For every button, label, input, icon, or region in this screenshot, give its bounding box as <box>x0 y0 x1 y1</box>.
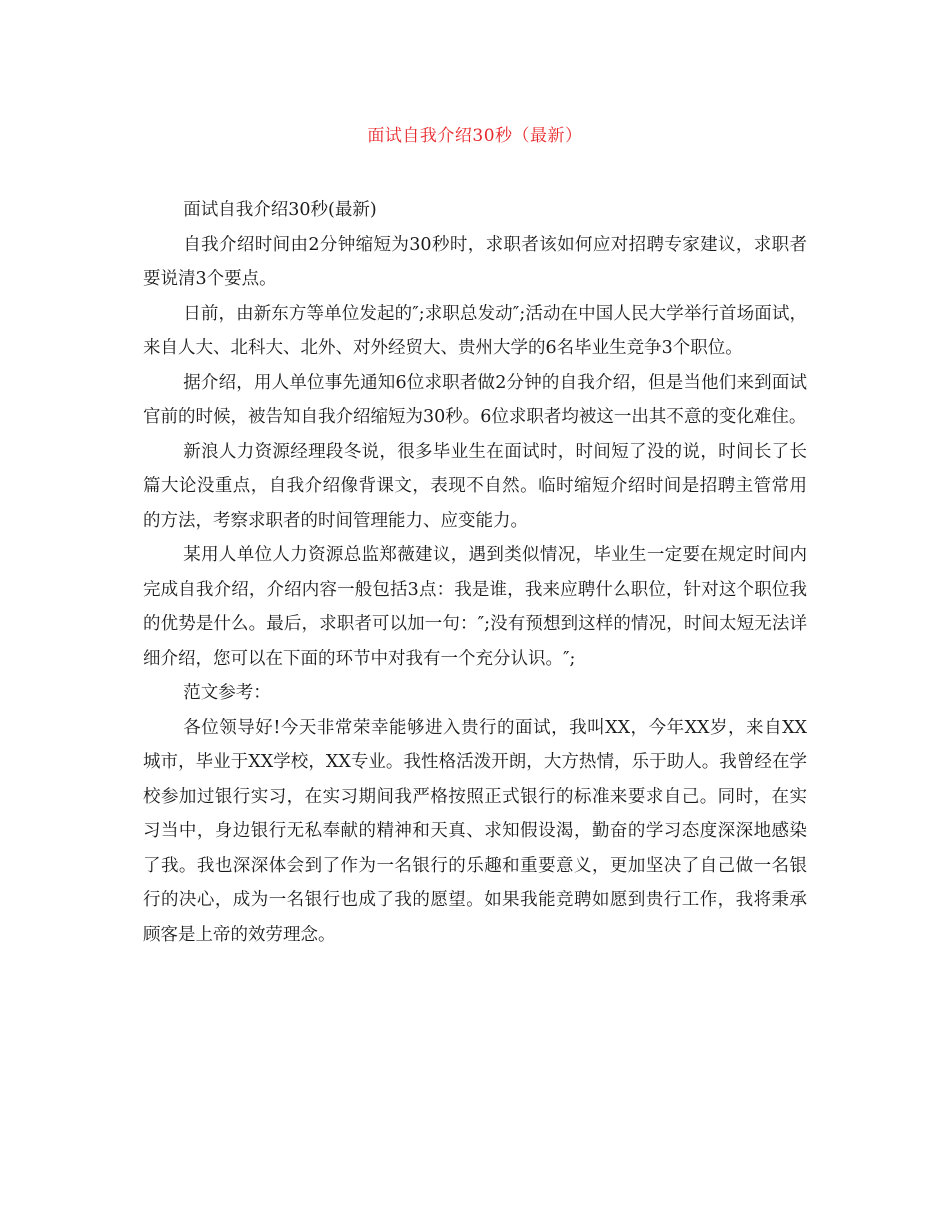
paragraph: 据介绍，用人单位事先通知6位求职者做2分钟的自我介绍，但是当他们来到面试官前的时候，被告知自我介绍缩短为30秒。6位求职者均被这一出其不意的变化难住。 <box>143 372 807 427</box>
paragraph-sample-heading: 范文参考： <box>183 683 271 703</box>
paragraph: 自我介绍时间由2分钟缩短为30秒时，求职者该如何应对招聘专家建议，求职者要说清3个要点。 <box>143 234 807 289</box>
paragraph-sample-text: 各位领导好!今天非常荣幸能够进入贵行的面试，我叫XX，今年XX岁，来自XX城市，毕业于XX学校，XX专业。我性格活泼开朗，大方热情，乐于助人。我曾经在学校参加过银行实习，在实习期间我严格按照正式银行的标准来要求自己。同时，在实习当中，身边银行无私奉献的精神和天真、求知假设渴，勤奋的学习态度深深地感染了我。我也深深体会到了作为一名银行的乐趣和重要意义，更加坚决了自己做一名银行的决心，成为一名银行也成了我的愿望。如果我能竞聘如愿到贵行工作，我将秉承顾客是上帝的效劳理念。 <box>143 717 807 945</box>
document-body <box>143 193 807 952</box>
paragraph: 新浪人力资源经理段冬说，很多毕业生在面试时，时间短了没的说，时间长了长篇大论没重点，自我介绍像背课文，表现不自然。临时缩短介绍时间是招聘主管常用的方法，考察求职者的时间管理能力、应变能力。 <box>143 441 807 531</box>
paragraph-subtitle: 面试自我介绍30秒(最新) <box>183 200 377 220</box>
paragraph: 某用人单位人力资源总监郑薇建议，遇到类似情况，毕业生一定要在规定时间内完成自我介绍，介绍内容一般包括3点：我是谁，我来应聘什么职位，针对这个职位我的优势是什么。最后，求职者可以加一句：″;没有预想到这样的情况，时间太短无法详细介绍，您可以在下面的环节中对我有一个充分认识。″; <box>143 545 807 669</box>
document-title: 面试自我介绍30秒（最新） <box>367 126 583 146</box>
paragraph: 日前，由新东方等单位发起的″;求职总发动″;活动在中国人民大学举行首场面试，来自人大、北科大、北外、对外经贸大、贵州大学的6名毕业生竞争3个职位。 <box>143 303 807 358</box>
